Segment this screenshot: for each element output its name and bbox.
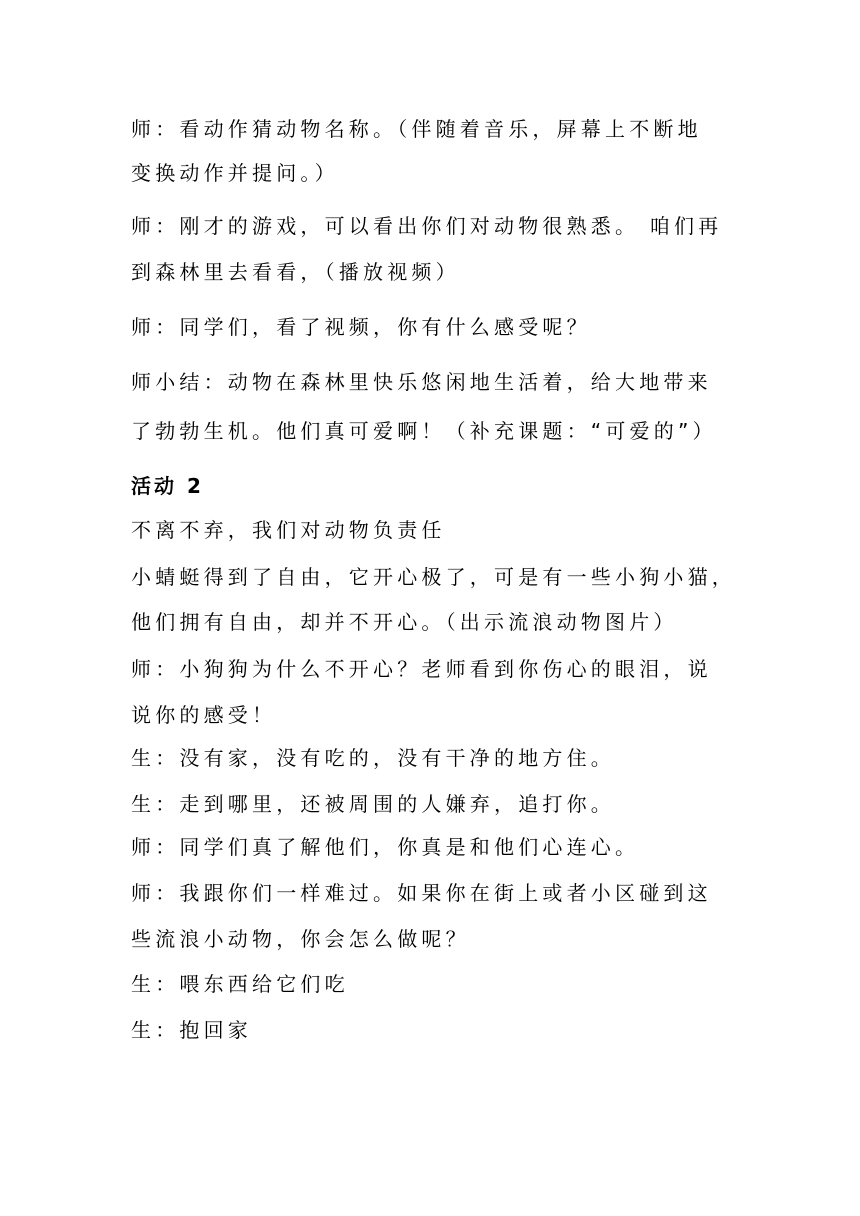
text-line-teacher-puppy-cont: 说你的感受！ — [131, 703, 277, 727]
text-line-student-feed: 生：喂东西给它们吃 — [131, 972, 349, 996]
text-line-teacher-puppy: 师：小狗狗为什么不开心？老师看到你伤心的眼泪，说 — [131, 657, 712, 681]
text-line-teacher-guess-game: 师：看动作猜动物名称。（伴随着音乐，屏幕上不断地 — [131, 117, 702, 141]
section-heading-activity-2: 活动 2 — [131, 474, 204, 498]
text-line-student-disliked: 生：走到哪里，还被周围的人嫌弃，追打你。 — [131, 792, 615, 816]
text-line-teacher-familiar: 师：刚才的游戏，可以看出你们对动物很熟悉。 咱们再 — [131, 214, 723, 238]
text-line-teacher-summary-cont: 了勃勃生机。他们真可爱啊！（补充课题：“可爱的”） — [131, 419, 717, 443]
text-line-teacher-familiar-cont: 到森林里去看看，（播放视频） — [131, 260, 460, 284]
text-line-student-take-home: 生：抱回家 — [131, 1018, 252, 1042]
text-line-teacher-sad: 师：我跟你们一样难过。如果你在街上或者小区碰到这 — [131, 881, 712, 905]
text-line-teacher-understand: 师：同学们真了解他们，你真是和他们心连心。 — [131, 835, 640, 859]
text-line-teacher-feeling: 师：同学们，看了视频，你有什么感受呢？ — [131, 315, 591, 339]
text-line-activity-theme: 不离不弃，我们对动物负责任 — [131, 518, 446, 542]
text-line-student-no-home: 生：没有家，没有吃的，没有干净的地方住。 — [131, 746, 615, 770]
text-line-teacher-summary: 师小结：动物在森林里快乐悠闲地生活着，给大地带来 — [131, 370, 712, 394]
text-line-teacher-guess-game-cont: 变换动作并提问。） — [131, 161, 339, 185]
text-line-dragonfly: 小蜻蜓得到了自由，它开心极了，可是有一些小狗小猫， — [131, 565, 736, 589]
text-line-dragonfly-cont: 他们拥有自由，却并不开心。（出示流浪动物图片） — [131, 610, 678, 634]
text-line-teacher-sad-cont: 些流浪小动物，你会怎么做呢？ — [131, 927, 470, 951]
